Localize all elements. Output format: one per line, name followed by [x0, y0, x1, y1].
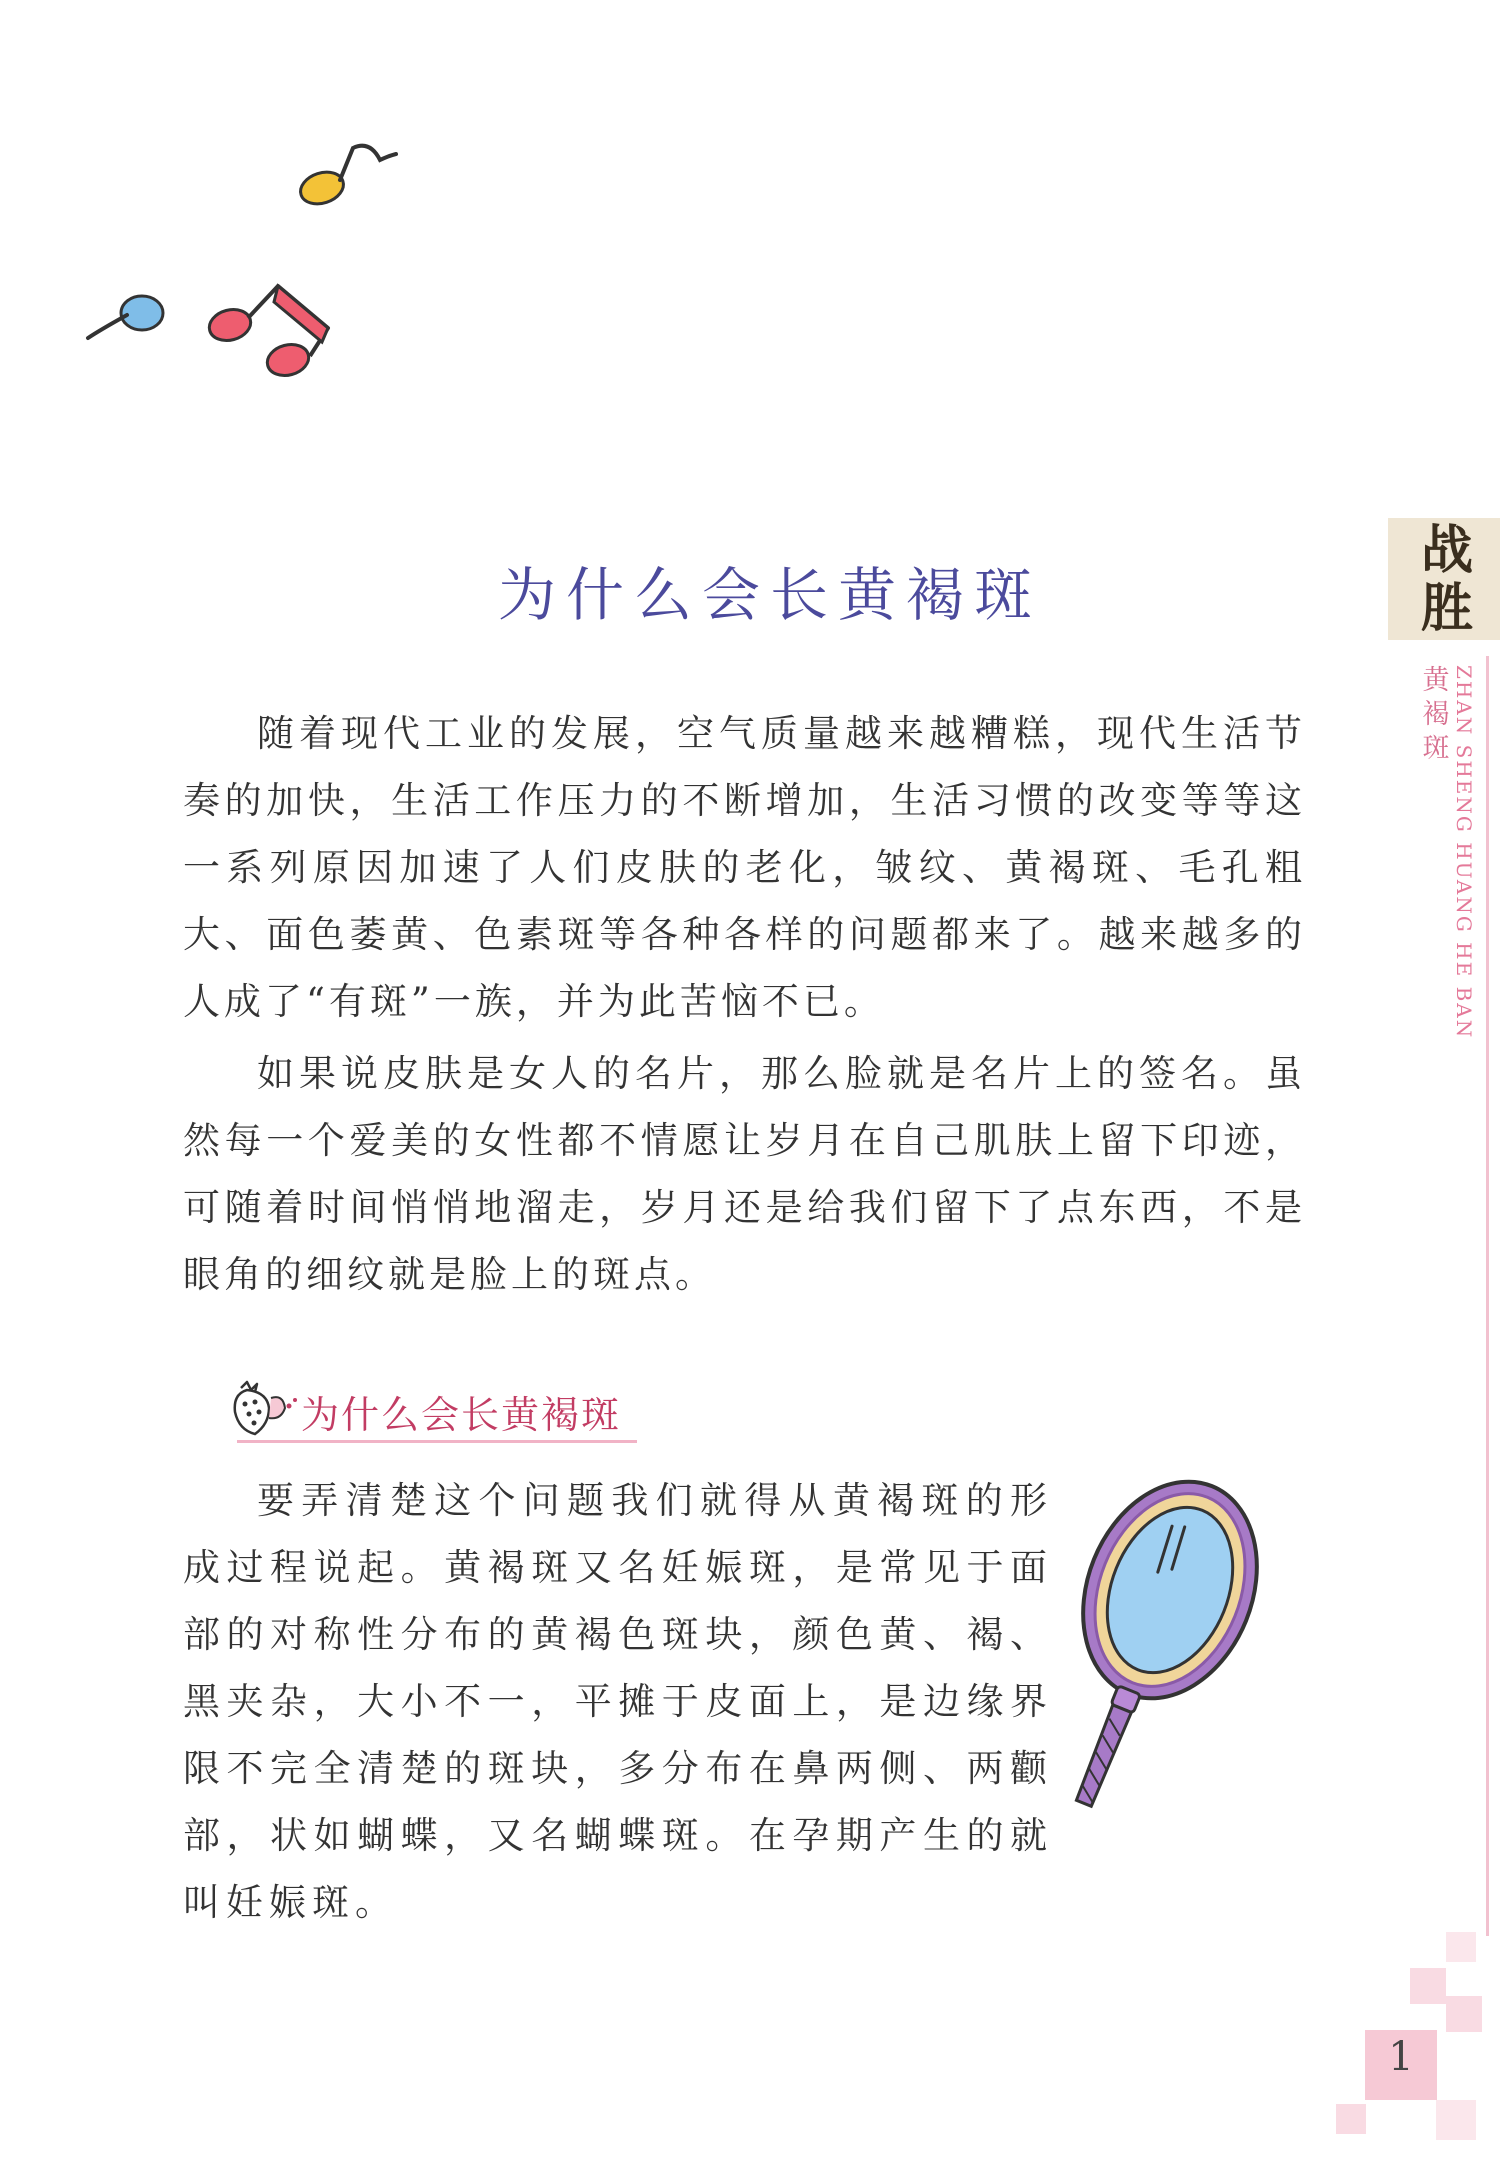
side-tab-topic: 黄褐斑	[1422, 665, 1450, 764]
paragraph: 如果说皮肤是女人的名片，那么脸就是名片上的签名。虽然每一个爱美的女性都不情愿让岁月在自己肌肤上留下印迹，可随着时间悄悄地溜走，岁月还是给我们留下了点东西，不是眼角的细纹就是脸上的斑点。	[183, 1052, 1306, 1296]
decor-square	[1446, 1996, 1482, 2032]
side-divider	[1486, 656, 1489, 1936]
section-heading	[225, 1380, 645, 1446]
decor-square	[1410, 1968, 1446, 2004]
paragraph: 随着现代工业的发展，空气质量越来越糟糕，现代生活节奏的加快，生活工作压力的不断增加，生活习惯的改变等等这一系列原因加速了人们皮肤的老化，皱纹、黄褐斑、毛孔粗大、面色萎黄、色素斑等各种各样的问题都来了。越来越多的人成了“有斑”一族，并为此苦恼不已。	[183, 712, 1306, 1023]
decor-square	[1336, 2104, 1366, 2134]
decor-square	[1436, 2100, 1476, 2140]
hand-mirror-icon	[1020, 1460, 1270, 1830]
section-title: 为什么会长黄褐斑	[301, 1393, 622, 1437]
paragraph: 要弄清楚这个问题我们就得从黄褐斑的形成过程说起。黄褐斑又名妊娠斑，是常见于面部的对称性分布的黄褐色斑块，颜色黄、褐、黑夹杂，大小不一，平摊于皮面上，是边缘界限不完全清楚的斑块，多分布在鼻两侧、两颧部，状如蝴蝶，又名蝴蝶斑。在孕期产生的就叫妊娠斑。	[183, 1479, 1053, 1924]
music-notes-icon	[70, 120, 430, 400]
section-underline	[237, 1440, 637, 1443]
page-number: 1	[1388, 2034, 1414, 2080]
strawberry-icon	[225, 1380, 297, 1438]
page-title: 为什么会长黄褐斑	[497, 561, 1042, 629]
intro-text	[183, 700, 1306, 1308]
side-tab-series: 战胜	[1420, 521, 1473, 639]
decor-square	[1446, 1932, 1476, 1962]
section-body	[183, 1467, 1053, 1936]
side-tab-pinyin: ZHAN SHENG HUANG HE BAN	[1452, 665, 1476, 1040]
